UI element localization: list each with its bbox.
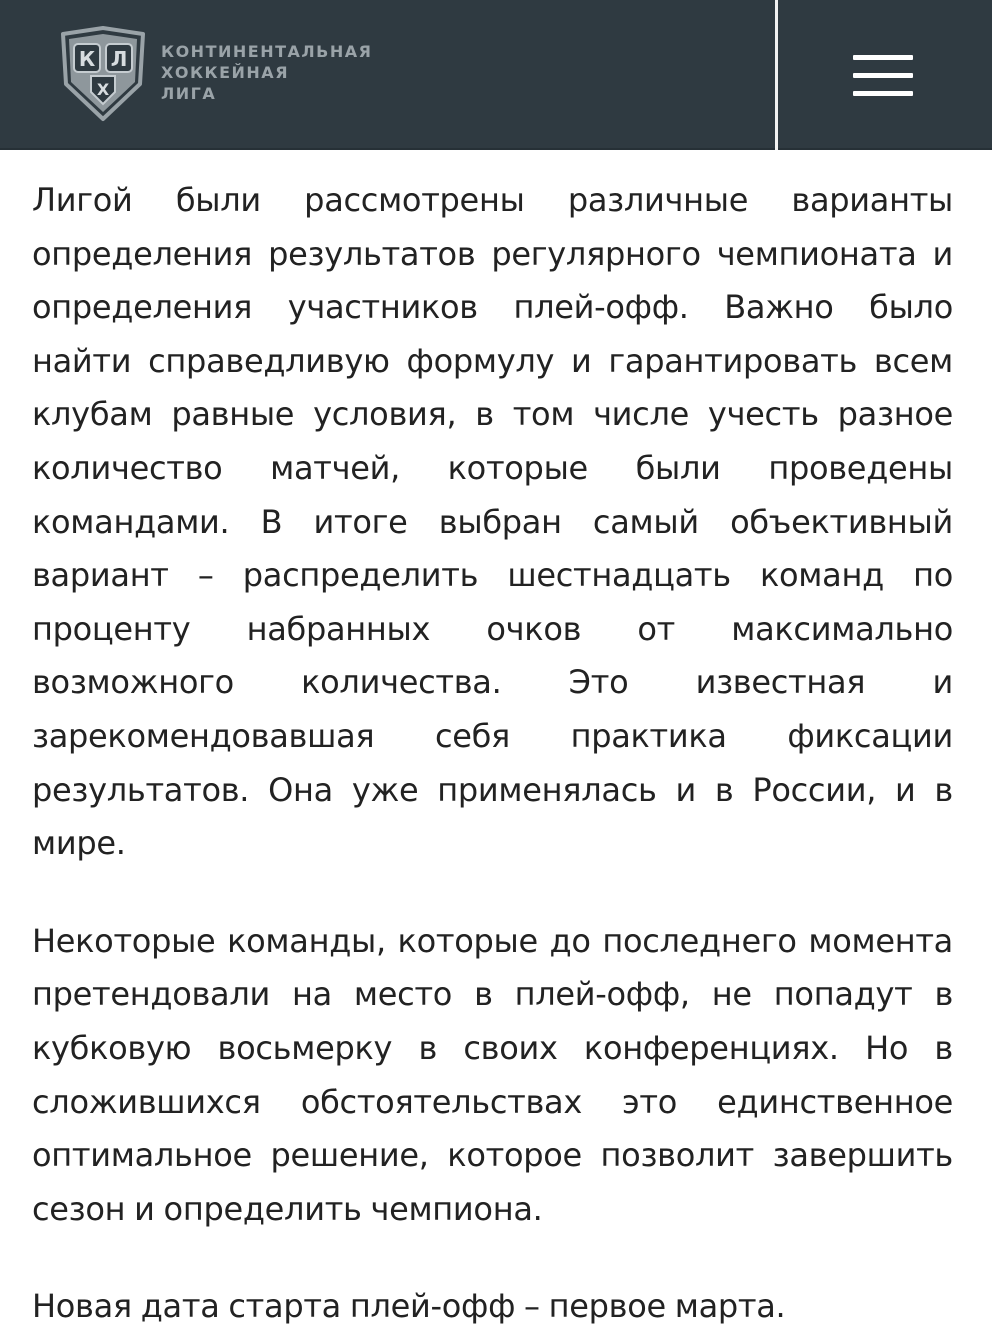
logo-letter-k: К [78,47,96,71]
article-paragraph-3: Новая дата старта плей-офф – первое марта. [32,1287,786,1326]
hamburger-menu-icon[interactable] [853,55,913,97]
logo-letter-h: Х [96,80,110,99]
logo-line-1: КОНТИНЕНТАЛЬНАЯ [161,42,373,61]
logo-wordmark [161,41,372,104]
site-header [0,0,992,150]
article-paragraph-1: Лигой были рассмотрены различные варианты определения результатов регулярного чемпионата и определения участников плей-офф. Важно было найти справедливую формулу и гарантировать всем клубам равные условия, в том числе учесть разное количество матчей, которые были проведены командами. В итоге выбран самый объективный вариант – распределить шестнадцать команд по проценту набранных очков от максимально возможного количества. Это известная и зарекомендовавшая себя практика фиксации результатов. Она уже применялась и в России, и в мире. [32,181,953,863]
article-body [32,174,953,1334]
khl-logo-link[interactable] [58,26,398,126]
khl-shield-logo [58,26,148,122]
menu-button[interactable] [779,0,992,150]
logo-letter-l: Л [110,47,128,71]
logo-line-3: ЛИГА [161,84,217,103]
article-paragraph-2: Некоторые команды, которые до последнего момента претендовали на место в плей-офф, не попадут в кубковую восьмерку в своих конференциях. Но в сложившихся обстоятельствах это единственное оптимальное решение, которое позволит завершить сезон и определить чемпиона. [32,921,953,1228]
logo-line-2: ХОККЕЙНАЯ [161,63,290,82]
header-divider [775,0,778,150]
